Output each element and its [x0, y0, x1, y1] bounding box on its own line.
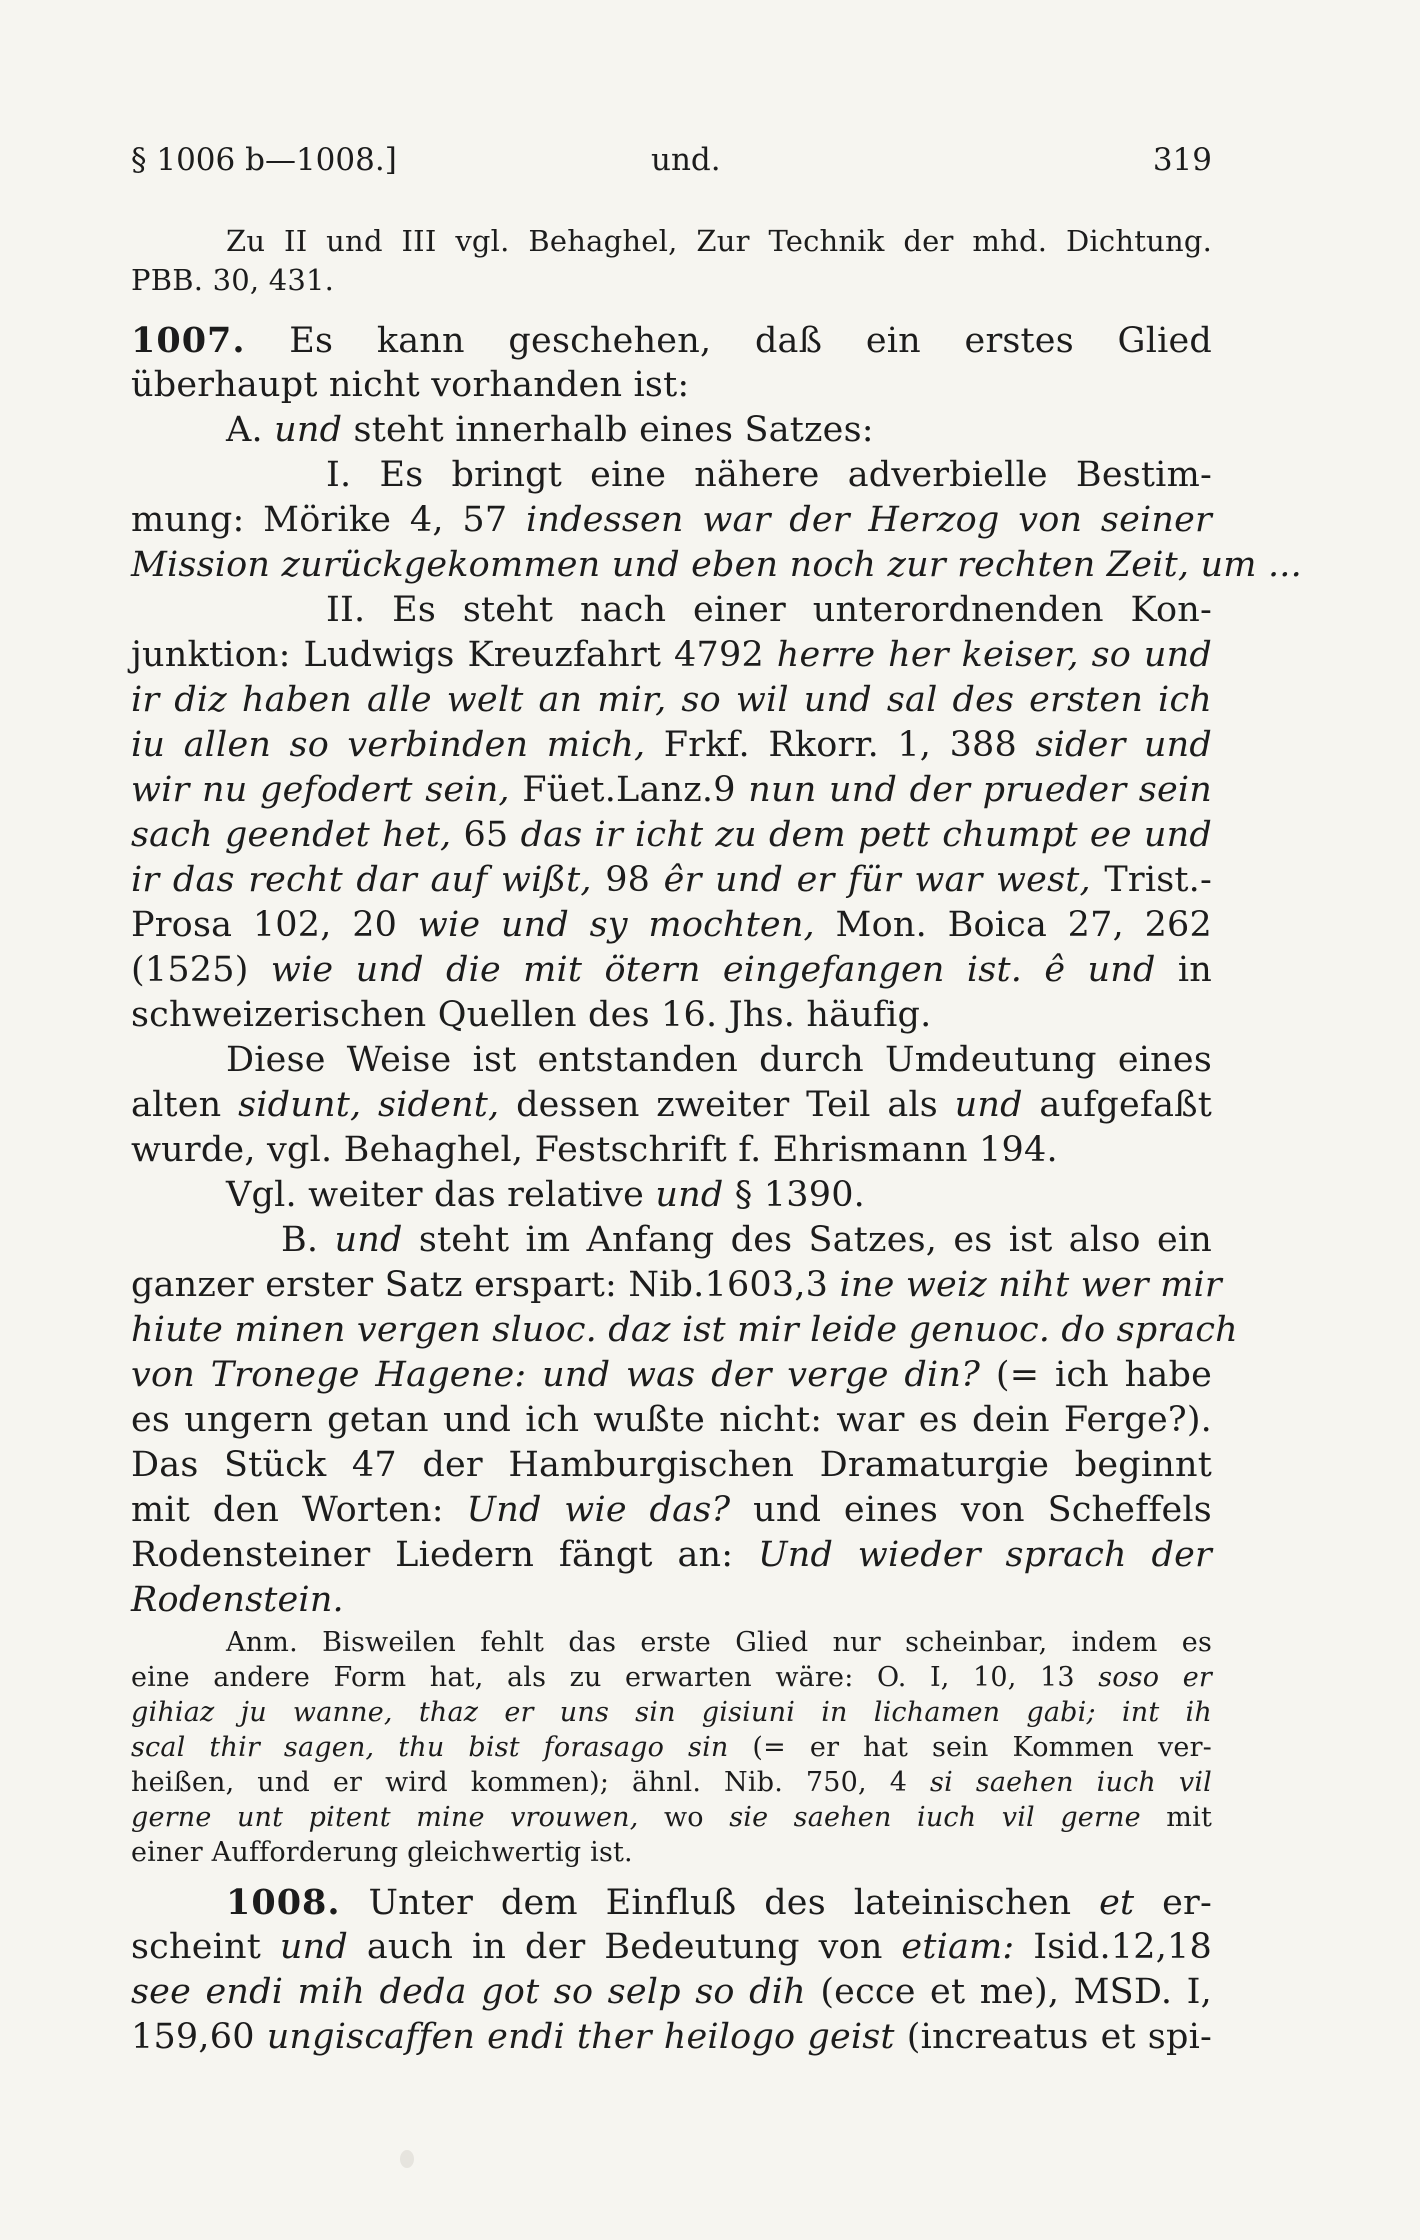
s1007-line-9: iu allen so verbinden mich, Frkf. Rkorr. 1, 388 sider und	[131, 725, 1212, 765]
anm-line-6: einer Aufforderung gleichwertig ist.	[131, 1837, 633, 1868]
s1007-line-6: II. Es steht nach einer unterordnenden Kon-	[326, 590, 1212, 630]
s1007-line-11: sach geendet het, 65 das ir icht zu dem pett chumpt ee und	[131, 815, 1212, 855]
s1008-line-1: scheint und auch in der Bedeutung von etiam: Isid.12,18	[131, 1927, 1212, 1967]
section-number-1007: 1007.	[131, 320, 246, 361]
section-number-1008: 1008.	[226, 1882, 341, 1923]
header-title: und.	[651, 142, 721, 178]
s1007-line-13: Prosa 102, 20 wie und sy mochten, Mon. Boica 27, 262	[131, 905, 1212, 945]
s1007-line-10: wir nu gefodert sein, Füet.Lanz.9 nun und der prueder sein	[131, 770, 1212, 810]
s1007-line-19: Vgl. weiter das relative und § 1390.	[226, 1175, 866, 1215]
paper-stain	[400, 2150, 414, 2168]
s1007-line-14: (1525) wie und die mit ötern eingefangen ist. ê und in	[131, 950, 1213, 990]
s1007-line-22: hiute minen vergen sluoc. daz ist mir leide genuoc. do sprach	[131, 1310, 1238, 1350]
s1007-line-26: mit den Worten: Und wie das? und eines von Scheffels	[131, 1490, 1212, 1530]
s1007-line-17: alten sidunt, sident, dessen zweiter Teil als und aufgefaßt	[131, 1085, 1212, 1125]
intro-line-2: PBB. 30, 431.	[131, 263, 335, 297]
s1007-line-2: A. und steht innerhalb eines Satzes:	[226, 410, 874, 450]
section-1007	[131, 318, 1302, 1623]
s1007-line-24: es ungern getan und ich wußte nicht: war es dein Ferge?).	[131, 1400, 1212, 1440]
s1007-line-1: überhaupt nicht vorhanden ist:	[131, 365, 690, 405]
anm-line-1: eine andere Form hat, als zu erwarten wäre: O. I, 10, 13 soso er	[131, 1662, 1212, 1693]
section-1008	[131, 1880, 1212, 2060]
anm-line-3: scal thir sagen, thu bist forasago sin (= er hat sein Kommen ver-	[131, 1732, 1213, 1763]
s1007-line-16: Diese Weise ist entstanden durch Umdeutung eines	[226, 1040, 1212, 1080]
header-section-range: § 1006 b—1008.]	[131, 142, 397, 178]
s1007-line-18: wurde, vgl. Behaghel, Festschrift f. Ehrismann 194.	[131, 1130, 1058, 1170]
s1007-line-15: schweizerischen Quellen des 16. Jhs. häufig.	[131, 995, 932, 1035]
s1007-line-3: I. Es bringt eine nähere adverbielle Bestim-	[326, 455, 1212, 495]
s1007-line-21: ganzer erster Satz erspart: Nib.1603,3 ine weiz niht wer mir	[131, 1265, 1222, 1305]
s1007-line-28: Rodenstein.	[131, 1580, 344, 1620]
s1007-line-25: Das Stück 47 der Hamburgischen Dramaturgie beginnt	[131, 1445, 1212, 1485]
s1007-line-27: Rodensteiner Liedern fängt an: Und wieder sprach der	[131, 1535, 1212, 1575]
anm-line-4: heißen, und er wird kommen); ähnl. Nib. 750, 4 si saehen iuch vil	[131, 1767, 1212, 1798]
anm-line-5: gerne unt pitent mine vrouwen, wo sie saehen iuch vil gerne mit	[131, 1802, 1212, 1833]
annotation-block	[131, 1625, 1212, 1870]
s1008-line-0: 1008. Unter dem Einfluß des lateinischen et er-	[226, 1882, 1212, 1923]
s1007-line-12: ir das recht dar auf wißt, 98 êr und er für war west, Trist.-	[131, 860, 1212, 900]
intro-line-1: Zu II und III vgl. Behaghel, Zur Technik der mhd. Dichtung.	[226, 224, 1212, 258]
s1007-line-0: 1007. Es kann geschehen, daß ein erstes Glied	[131, 320, 1212, 361]
s1008-line-3: 159,60 ungiscaffen endi ther heilogo geist (increatus et spi-	[131, 2017, 1212, 2057]
s1007-line-20: B. und steht im Anfang des Satzes, es ist also ein	[281, 1220, 1212, 1260]
header-page-number: 319	[1152, 142, 1212, 178]
anm-line-0: Anm. Bisweilen fehlt das erste Glied nur scheinbar, indem es	[226, 1627, 1212, 1658]
s1007-line-23: von Tronege Hagene: und was der verge din? (= ich habe	[131, 1355, 1212, 1395]
s1008-line-2: see endi mih deda got so selp so dih (ecce et me), MSD. I,	[131, 1972, 1213, 2012]
s1007-line-7: junktion: Ludwigs Kreuzfahrt 4792 herre her keiser, so und	[131, 635, 1212, 675]
s1007-line-4: mung: Mörike 4, 57 indessen war der Herzog von seiner	[131, 500, 1212, 540]
anm-line-2: gihiaz ju wanne, thaz er uns sin gisiuni in lichamen gabi; int ih	[131, 1697, 1212, 1728]
s1007-line-5: Mission zurückgekommen und eben noch zur rechten Zeit, um ...	[131, 545, 1302, 585]
running-header	[131, 140, 1212, 180]
s1007-line-8: ir diz haben alle welt an mir, so wil und sal des ersten ich	[131, 680, 1212, 720]
intro-note	[131, 222, 1212, 300]
